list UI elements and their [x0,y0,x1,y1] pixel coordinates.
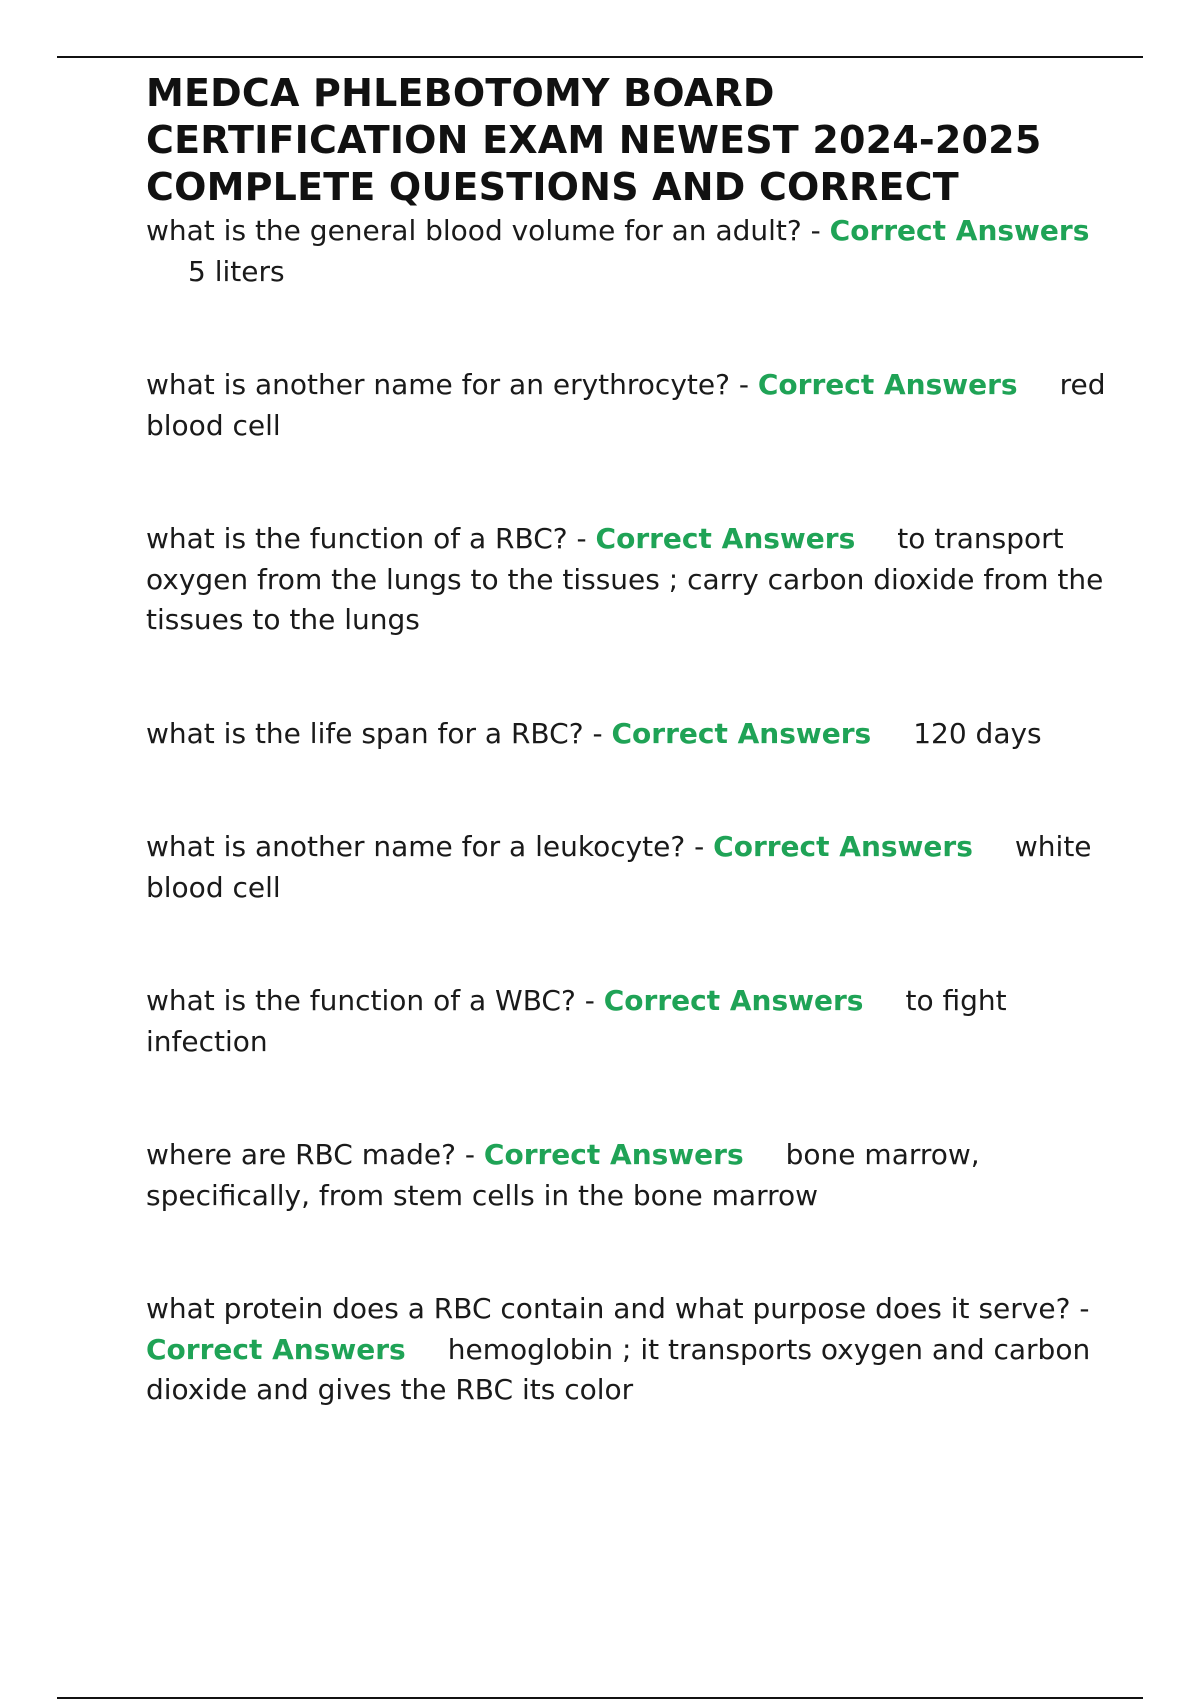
answer-text: white blood cell [146,830,1092,904]
question-text: where are RBC made? [146,1138,456,1171]
separator: - [685,830,714,863]
qa-item [146,365,1106,446]
qa-item [146,714,1106,755]
separator: - [729,368,758,401]
answer-text: to fight infection [146,984,1007,1058]
answer-label: Correct Answers [757,368,1018,401]
question-text: what is the life span for a RBC? [146,716,584,750]
answer-text: 5 liters [188,254,285,288]
bottom-rule [57,1697,1143,1699]
separator: - [1070,1292,1090,1325]
answer-text: hemoglobin ; it transports oxygen and carbon dioxide and gives the RBC its color [146,1332,1091,1406]
question-text: what is another name for an erythrocyte? [146,368,730,401]
answer-label: Correct Answers [829,214,1090,247]
qa-item [146,211,1106,292]
answer-text: bone marrow, specifically, from stem cells in the bone marrow [146,1138,980,1212]
separator: - [456,1138,484,1171]
answer-label: Correct Answers [146,1332,406,1366]
answer-text: to transport oxygen from the lungs to the tissues ; carry carbon dioxide from the tissues to the lungs [146,522,1104,636]
separator: - [567,522,596,555]
question-text: what protein does a RBC contain and what purpose does it serve? [146,1292,1071,1325]
top-rule [57,56,1143,58]
question-text: what is the function of a RBC? [146,522,568,555]
separator: - [575,984,604,1017]
answer-label: Correct Answers [713,830,973,863]
qa-list [146,211,1106,1411]
separator: - [801,214,830,247]
question-text: what is another name for a leukocyte? [146,830,686,863]
qa-item [146,827,1106,908]
qa-item [146,1135,1106,1216]
document-title: MEDCA PHLEBOTOMY BOARD CERTIFICATION EXAM NEWEST 2024-2025 COMPLETE QUESTIONS AND CORRECT [146,71,1042,209]
separator: - [583,716,612,750]
qa-item [146,1289,1106,1411]
answer-label: Correct Answers [603,984,864,1017]
answer-label: Correct Answers [595,522,856,555]
answer-text: red blood cell [146,368,1106,442]
document-body [146,70,1106,1484]
answer-label: Correct Answers [483,1138,744,1171]
qa-item [146,519,1106,641]
answer-text: 120 days [913,716,1042,750]
answer-label: Correct Answers [611,716,872,750]
question-text: what is the function of a WBC? [146,984,576,1017]
question-text: what is the general blood volume for an adult? [146,214,802,247]
qa-item [146,981,1106,1062]
